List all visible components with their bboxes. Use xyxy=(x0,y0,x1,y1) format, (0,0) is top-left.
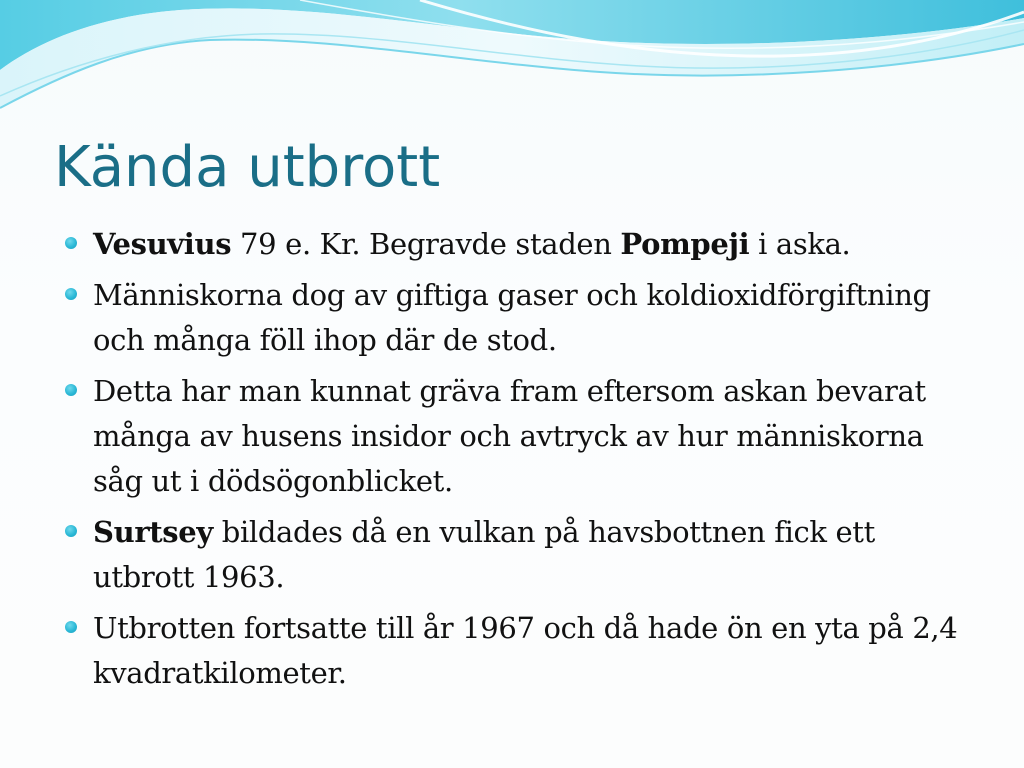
bullet-dot-icon xyxy=(65,525,77,537)
slide-title: Kända utbrott xyxy=(54,135,441,200)
bullet-text: bildades då en vulkan på havsbottnen fick ett utbrott 1963. xyxy=(93,515,875,594)
bullet-text: Utbrotten fortsatte till år 1967 och då hade ön en yta på 2,4 kvadratkilometer. xyxy=(93,611,958,690)
bold-term-surtsey: Surtsey xyxy=(93,515,213,549)
bold-term-vesuvius: Vesuvius xyxy=(93,227,232,261)
header-wave-decoration xyxy=(0,0,1024,140)
bold-term-pompeji: Pompeji xyxy=(620,227,750,261)
bullet-text: i aska. xyxy=(749,227,851,261)
bullet-list xyxy=(62,222,982,702)
bullet-item-area xyxy=(62,606,982,696)
bullet-dot-icon xyxy=(65,288,77,300)
bullet-dot-icon xyxy=(65,621,77,633)
bullet-text: Människorna dog av giftiga gaser och koldioxidförgiftning och många föll ihop där de stod. xyxy=(93,278,931,357)
bullet-text: 79 e. Kr. Begravde staden xyxy=(231,227,621,261)
bullet-item-excavation xyxy=(62,369,982,504)
bullet-dot-icon xyxy=(65,237,77,249)
bullet-item-surtsey xyxy=(62,510,982,600)
bullet-text: Detta har man kunnat gräva fram eftersom askan bevarat många av husens insidor och avtryck av hur människorna såg ut i dödsögonblicket. xyxy=(93,374,926,498)
bullet-item-gases xyxy=(62,273,982,363)
bullet-item-vesuvius xyxy=(62,222,982,267)
bullet-dot-icon xyxy=(65,384,77,396)
